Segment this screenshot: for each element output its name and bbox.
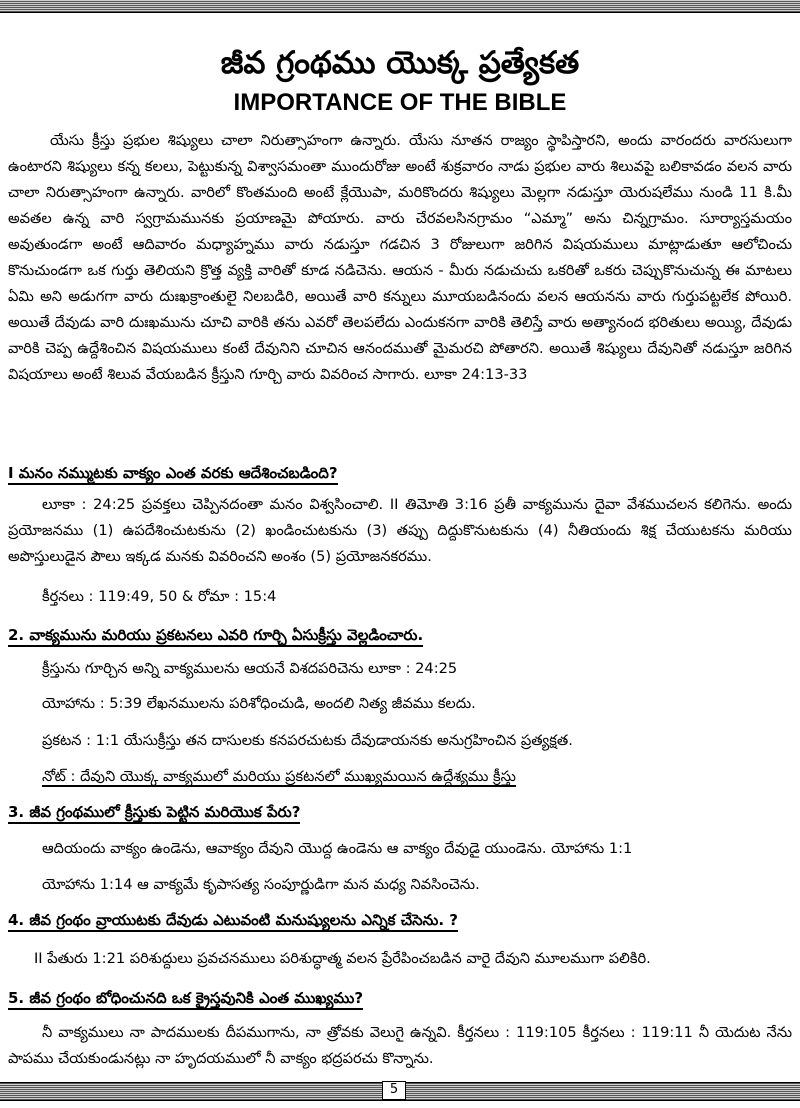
section-3-line-2: యోహాను 1:14 ఆ వాక్యమే కృపాసత్య సంపూర్ణుడిగా మన మధ్య నివసించెను. — [42, 876, 480, 893]
section-5-body: నీ వాక్యములు నా పాదములకు దీపముగాను, నా త్రోవకు వెలుగై ఉన్నవి. కీర్తనలు : 119:105 కీర్తనలు : 119:11 నీ యెదుట నేను పాపము చేయకుండునట్లు నా హృదయములో నీ వాక్యం భద్రపరచు కొన్నాను. — [8, 1024, 792, 1067]
section-3-heading: 3. జీవ గ్రంథములో క్రీస్తుకు పెట్టిన మరియొక పేరు? — [8, 800, 792, 824]
section-2-heading: 2. వాక్యమును మరియు ప్రకటనలు ఎవరి గూర్చి ఏసుక్రీస్తు వెల్లడించారు. — [8, 623, 792, 647]
section-2-note: నోట్ : దేవుని యొక్క వాక్యములో మరియు ప్రకటనలో ముఖ్యమయిన ఉద్దేశ్యము క్రీస్తు — [42, 768, 516, 785]
section-4-line-1: II పేతురు 1:21 పరిశుద్దులు ప్రవచనములు పరిశుద్ధాత్మ వలన ప్రేరేపించబడిన వారై దేవుని మూలముగా పలికిరి. — [34, 950, 651, 967]
section-3-line-1: ఆదియందు వాక్యం ఉండెను, ఆవాక్యం దేవుని యొద్ద ఉండెను ఆ వాక్యం దేవుడై యుండెను. యోహాను 1:1 — [42, 840, 633, 857]
section-2-line-3: ప్రకటన : 1:1 యేసుక్రీస్తు తన దాసులకు కనపరచుటకు దేవుడాయనకు అనుగ్రహించిన ప్రత్యక్షత. — [42, 732, 573, 749]
section-2-line-2: యోహాను : 5:39 లేఖనములను పరిశోధించుడి, అందలి నిత్య జీవము కలదు. — [42, 695, 476, 712]
title-telugu: జీవ గ్రంథము యొక్క ప్రత్యేకత — [220, 45, 580, 81]
section-2-line-1: క్రీస్తును గూర్చిన అన్ని వాక్యములను ఆయనే విశదపరిచెను లూకా : 24:25 — [42, 660, 458, 677]
section-5-heading: 5. జీవ గ్రంథం బోధించునది ఒక క్రైస్తవునికి ఎంత ముఖ్యము? — [8, 986, 792, 1010]
section-1-body: లూకా : 24:25 ప్రవక్తలు చెప్పినదంతా మనం విశ్వసించాలి. II తిమోతి 3:16 ప్రతీ వాక్యమును దైవా వేశముచలన కలిగెను. అందు ప్రయోజనము (1) ఉపదేశించుటకును (2) ఖండించుటకును (3) తప్పు దిద్దుకొనుటకును (4) నీతియందు శిక్ష చేయుటకను మరియు అపొస్తులుడైన పౌలు ఇక్కడ మనకు వివరించని అంశం (5) ప్రయోజనకరము. — [8, 496, 792, 565]
section-1-reference: కీర్తనలు : 119:49, 50 & రోమా : 15:4 — [42, 588, 277, 605]
page-number: 5 — [382, 1081, 406, 1100]
title-english: IMPORTANCE OF THE BIBLE — [233, 89, 567, 116]
top-border-band — [0, 0, 800, 13]
intro-paragraph: యేసు క్రీస్తు ప్రభుల శిష్యులు చాలా నిరుత్సాహంగా ఉన్నారు. యేసు నూతన రాజ్యం స్థాపిస్తారని, అందు వారందరు వారసులుగా ఉంటారని శిష్యులు కన్న కలలు, పెట్టుకున్న విశ్వాసమంతా ముందురోజు అంటే శుక్రవారం నాడు ప్రభుల వారు శిలువపై బలికావడం వలన వారు చాలా నిరుత్సాహంగా ఉన్నారు. వారిలో కొంతమంది అంటే క్లేయొపా, మరికొందరు శిష్యులు మెల్లగా నడుస్తూ యెరుషలేము నుండి 11 కి.మీ అవతల ఉన్న వారి స్వగ్రామమునకు ప్రయాణమై పోయారు. వారు చేరవలసినగ్రామం “ఎమ్మా” అను చిన్నగ్రామం. సూర్యాస్తమయం అవుతుండగా అంటే ఆదివారం మధ్యాహ్నము వారు నడుస్తూ గడచిన 3 రోజులుగా జరిగిన విషయములు మాట్లాడుతూ ఆలోచించు కొనుచుండగా ఒక గుర్తు తెలియని క్రొత్త వ్యక్తి వారితో కూడ నడిచెను. ఆయన - మీరు నడుచుచు ఒకరితో ఒకరు చెప్పుకొనుచున్న ఈ మాటలు ఏమి అని అడుగగా వారు దుఃఖక్రాంతులై నిలబడిరి, అయితే వారి కన్నులు మూయబడినందు వలన ఆయనను వారు గుర్తుపట్టలేక పోయిరి. అయితే దేవుడు వారి దుఃఖమును చూచి వారికి తను ఎవరో తెలపలేదు ఎందుకనగా వారికి తెలిస్తే వారు అత్యానంద భరితులు అయ్యి, దేవుడు వారికి చెప్ప ఉద్దేశించిన విషయములు కంటే దేవునిని చూచిన ఆనందముతో మైమరచి పోతారని. అయితే శిష్యులు దేవునితో నడుస్తూ జరిగిన విషయాలు అంటే శిలువ వేయబడిన క్రీస్తుని గూర్చి వారు వివరించ సాగారు. లూకా 24:13-33 — [8, 132, 792, 383]
section-1-heading: I మనం నమ్ముటకు వాక్యం ఎంత వరకు ఆదేశించబడింది? — [8, 461, 792, 485]
section-4-heading: 4. జీవ గ్రంథం వ్రాయుటకు దేవుడు ఎటువంటి మనుష్యులను ఎన్నిక చేసెను. ? — [8, 908, 792, 932]
